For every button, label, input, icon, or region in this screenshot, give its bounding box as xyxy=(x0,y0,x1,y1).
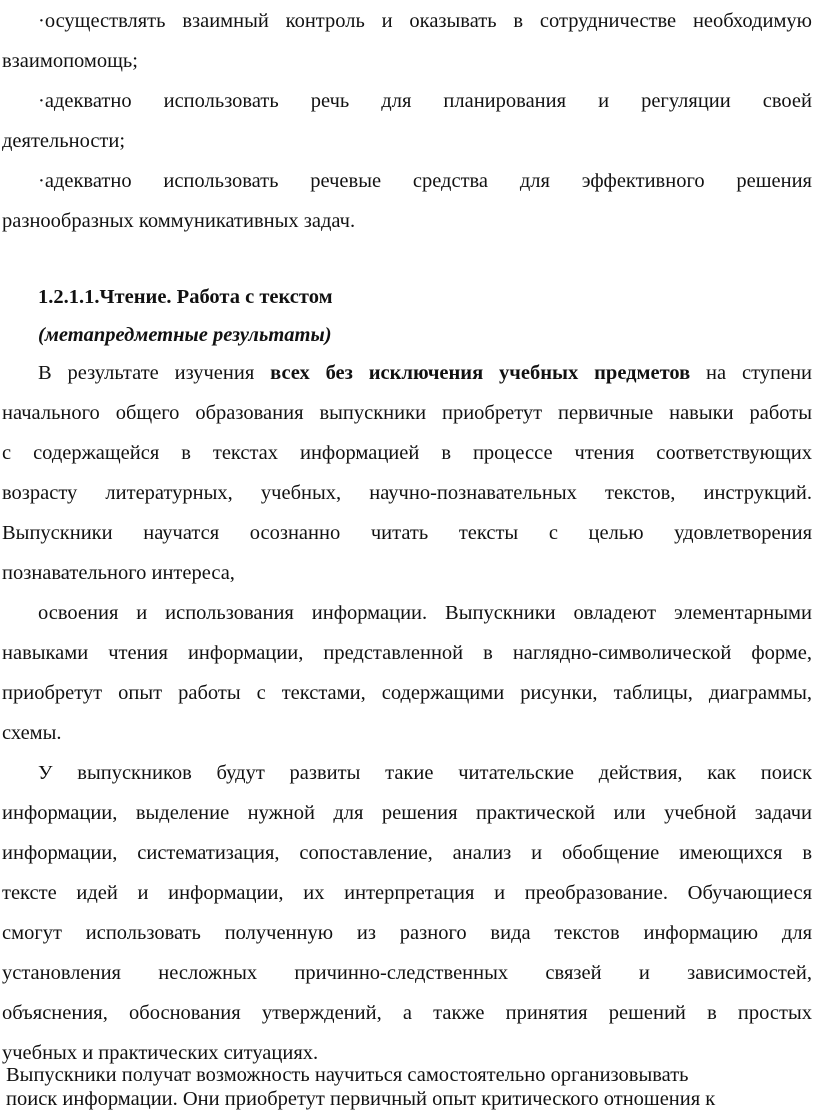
paragraph-1-emphasis: всех без исключения учебных предметов xyxy=(270,362,691,384)
paragraph-1-text-c: на ступени xyxy=(690,362,812,384)
bullet-2-line-2: деятельности; xyxy=(2,130,126,152)
paragraph-1-line-5: Выпускники научатся осознанно читать тексты с целью удовлетворения xyxy=(2,522,812,544)
paragraph-2-line-4: схемы. xyxy=(2,722,62,744)
paragraph-3-line-7: объяснения, обоснования утверждений, а также принятия решений в простых xyxy=(2,1002,812,1024)
paragraph-4-line-2: поиск информации. Они приобретут первичный опыт критического отношения к xyxy=(6,1088,716,1110)
paragraph-1-line-6: познавательного интереса, xyxy=(2,562,235,584)
paragraph-1-line-4: возрасту литературных, учебных, научно-познавательных текстов, инструкций. xyxy=(2,482,812,504)
bullet-1-line-1: ·осуществлять взаимный контроль и оказывать в сотрудничестве необходимую xyxy=(38,10,812,32)
paragraph-3-line-3: информации, систематизация, сопоставление, анализ и обобщение имеющихся в xyxy=(2,842,812,864)
bullet-3-line-1: ·адекватно использовать речевые средства для эффективного решения xyxy=(38,170,812,192)
section-subheading: (метапредметные результаты) xyxy=(38,324,332,346)
paragraph-2-line-1: освоения и использования информации. Выпускники овладеют элементарными xyxy=(38,602,812,624)
paragraph-1-line-1 xyxy=(38,358,812,388)
bullet-3-line-2: разнообразных коммуникативных задач. xyxy=(2,210,356,232)
paragraph-1-line-2: начального общего образования выпускники приобретут первичные навыки работы xyxy=(2,402,812,424)
bullet-2-line-1: ·адекватно использовать речь для планирования и регуляции своей xyxy=(38,90,812,112)
paragraph-4-line-1: Выпускники получат возможность научиться самостоятельно организовывать xyxy=(6,1064,689,1086)
paragraph-1-line-3: с содержащейся в текстах информацией в процессе чтения соответствующих xyxy=(2,442,812,464)
section-heading: 1.2.1.1.Чтение. Работа с текстом xyxy=(38,286,333,308)
paragraph-2-line-3: приобретут опыт работы с текстами, содержащими рисунки, таблицы, диаграммы, xyxy=(2,682,812,704)
bullet-1-line-2: взаимопомощь; xyxy=(2,50,138,72)
paragraph-3-line-2: информации, выделение нужной для решения практической или учебной задачи xyxy=(2,802,812,824)
paragraph-3-line-1: У выпускников будут развиты такие читательские действия, как поиск xyxy=(38,762,812,784)
paragraph-3-line-5: смогут использовать полученную из разного вида текстов информацию для xyxy=(2,922,812,944)
paragraph-2-line-2: навыками чтения информации, представленной в наглядно-символической форме, xyxy=(2,642,812,664)
paragraph-3-line-4: тексте идей и информации, их интерпретация и преобразование. Обучающиеся xyxy=(2,882,812,904)
paragraph-3-line-6: установления несложных причинно-следственных связей и зависимостей, xyxy=(2,962,812,984)
paragraph-1-text-a: В результате изучения xyxy=(38,362,271,384)
paragraph-3-line-8: учебных и практических ситуациях. xyxy=(2,1042,319,1064)
